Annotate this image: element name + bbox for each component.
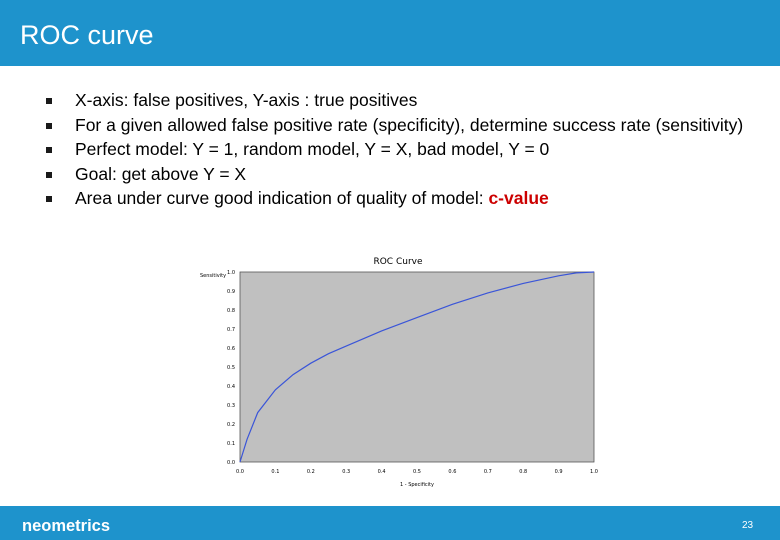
square-bullet-icon	[46, 98, 52, 104]
y-tick-label: 0.9	[227, 289, 235, 295]
y-tick-label: 0.3	[227, 403, 235, 409]
y-tick-labels	[227, 270, 235, 466]
x-tick-label: 0.4	[377, 469, 386, 475]
y-tick-label: 0.8	[227, 308, 235, 314]
bullet-item	[44, 113, 764, 138]
x-tick-label: 0.0	[236, 469, 244, 475]
roc-chart-svg	[196, 252, 606, 490]
y-tick-label: 0.7	[227, 327, 235, 333]
bullet-text: X-axis: false positives, Y-axis : true positives	[75, 90, 418, 110]
square-bullet-icon	[46, 147, 52, 153]
bullet-item	[44, 137, 764, 162]
x-tick-label: 0.5	[413, 469, 421, 475]
x-tick-label: 1.0	[590, 469, 598, 475]
square-bullet-icon	[46, 123, 52, 129]
x-tick-label: 0.2	[306, 469, 315, 475]
slide-header	[0, 0, 780, 66]
x-tick-label: 0.6	[448, 469, 457, 475]
bullet-text: Perfect model: Y = 1, random model, Y = X, bad model, Y = 0	[75, 139, 550, 159]
slide-title: ROC curve	[20, 20, 154, 50]
x-tick-label: 0.9	[554, 469, 563, 475]
y-tick-label: 0.2	[227, 422, 235, 428]
bullet-item	[44, 162, 764, 187]
bullet-text: Goal: get above Y = X	[75, 163, 247, 184]
y-tick-label: 0.4	[227, 384, 235, 390]
y-tick-label: 1.0	[227, 270, 235, 276]
y-tick-label: 0.6	[227, 346, 235, 352]
bullet-text: For a given allowed false positive rate (specificity), determine success rate (sensitivity)	[75, 114, 744, 135]
page-number: 23	[742, 520, 754, 531]
c-value-highlight: c-value	[488, 188, 549, 208]
square-bullet-icon	[46, 172, 52, 178]
y-tick-label: 0.5	[227, 365, 235, 371]
x-axis-label: 1 - Specificity	[400, 482, 434, 488]
y-tick-label: 0.0	[227, 460, 235, 466]
y-axis-label: Sensitivity	[200, 273, 227, 279]
chart-title: ROC Curve	[373, 257, 423, 267]
x-tick-label: 0.3	[342, 469, 351, 475]
x-tick-labels	[236, 469, 598, 475]
slide-footer	[0, 506, 780, 540]
x-tick-label: 0.7	[483, 469, 492, 475]
bullet-item	[44, 186, 764, 211]
plot-area	[240, 272, 594, 462]
roc-chart	[196, 252, 606, 495]
brand-name: neometrics	[22, 517, 111, 535]
x-tick-label: 0.1	[271, 469, 280, 475]
bullet-list	[44, 88, 764, 211]
bullet-item	[44, 88, 764, 113]
square-bullet-icon	[46, 196, 52, 202]
x-tick-label: 0.8	[519, 469, 528, 475]
y-tick-label: 0.1	[227, 441, 235, 447]
bullet-text: Area under curve good indication of quality of model:	[75, 188, 489, 208]
